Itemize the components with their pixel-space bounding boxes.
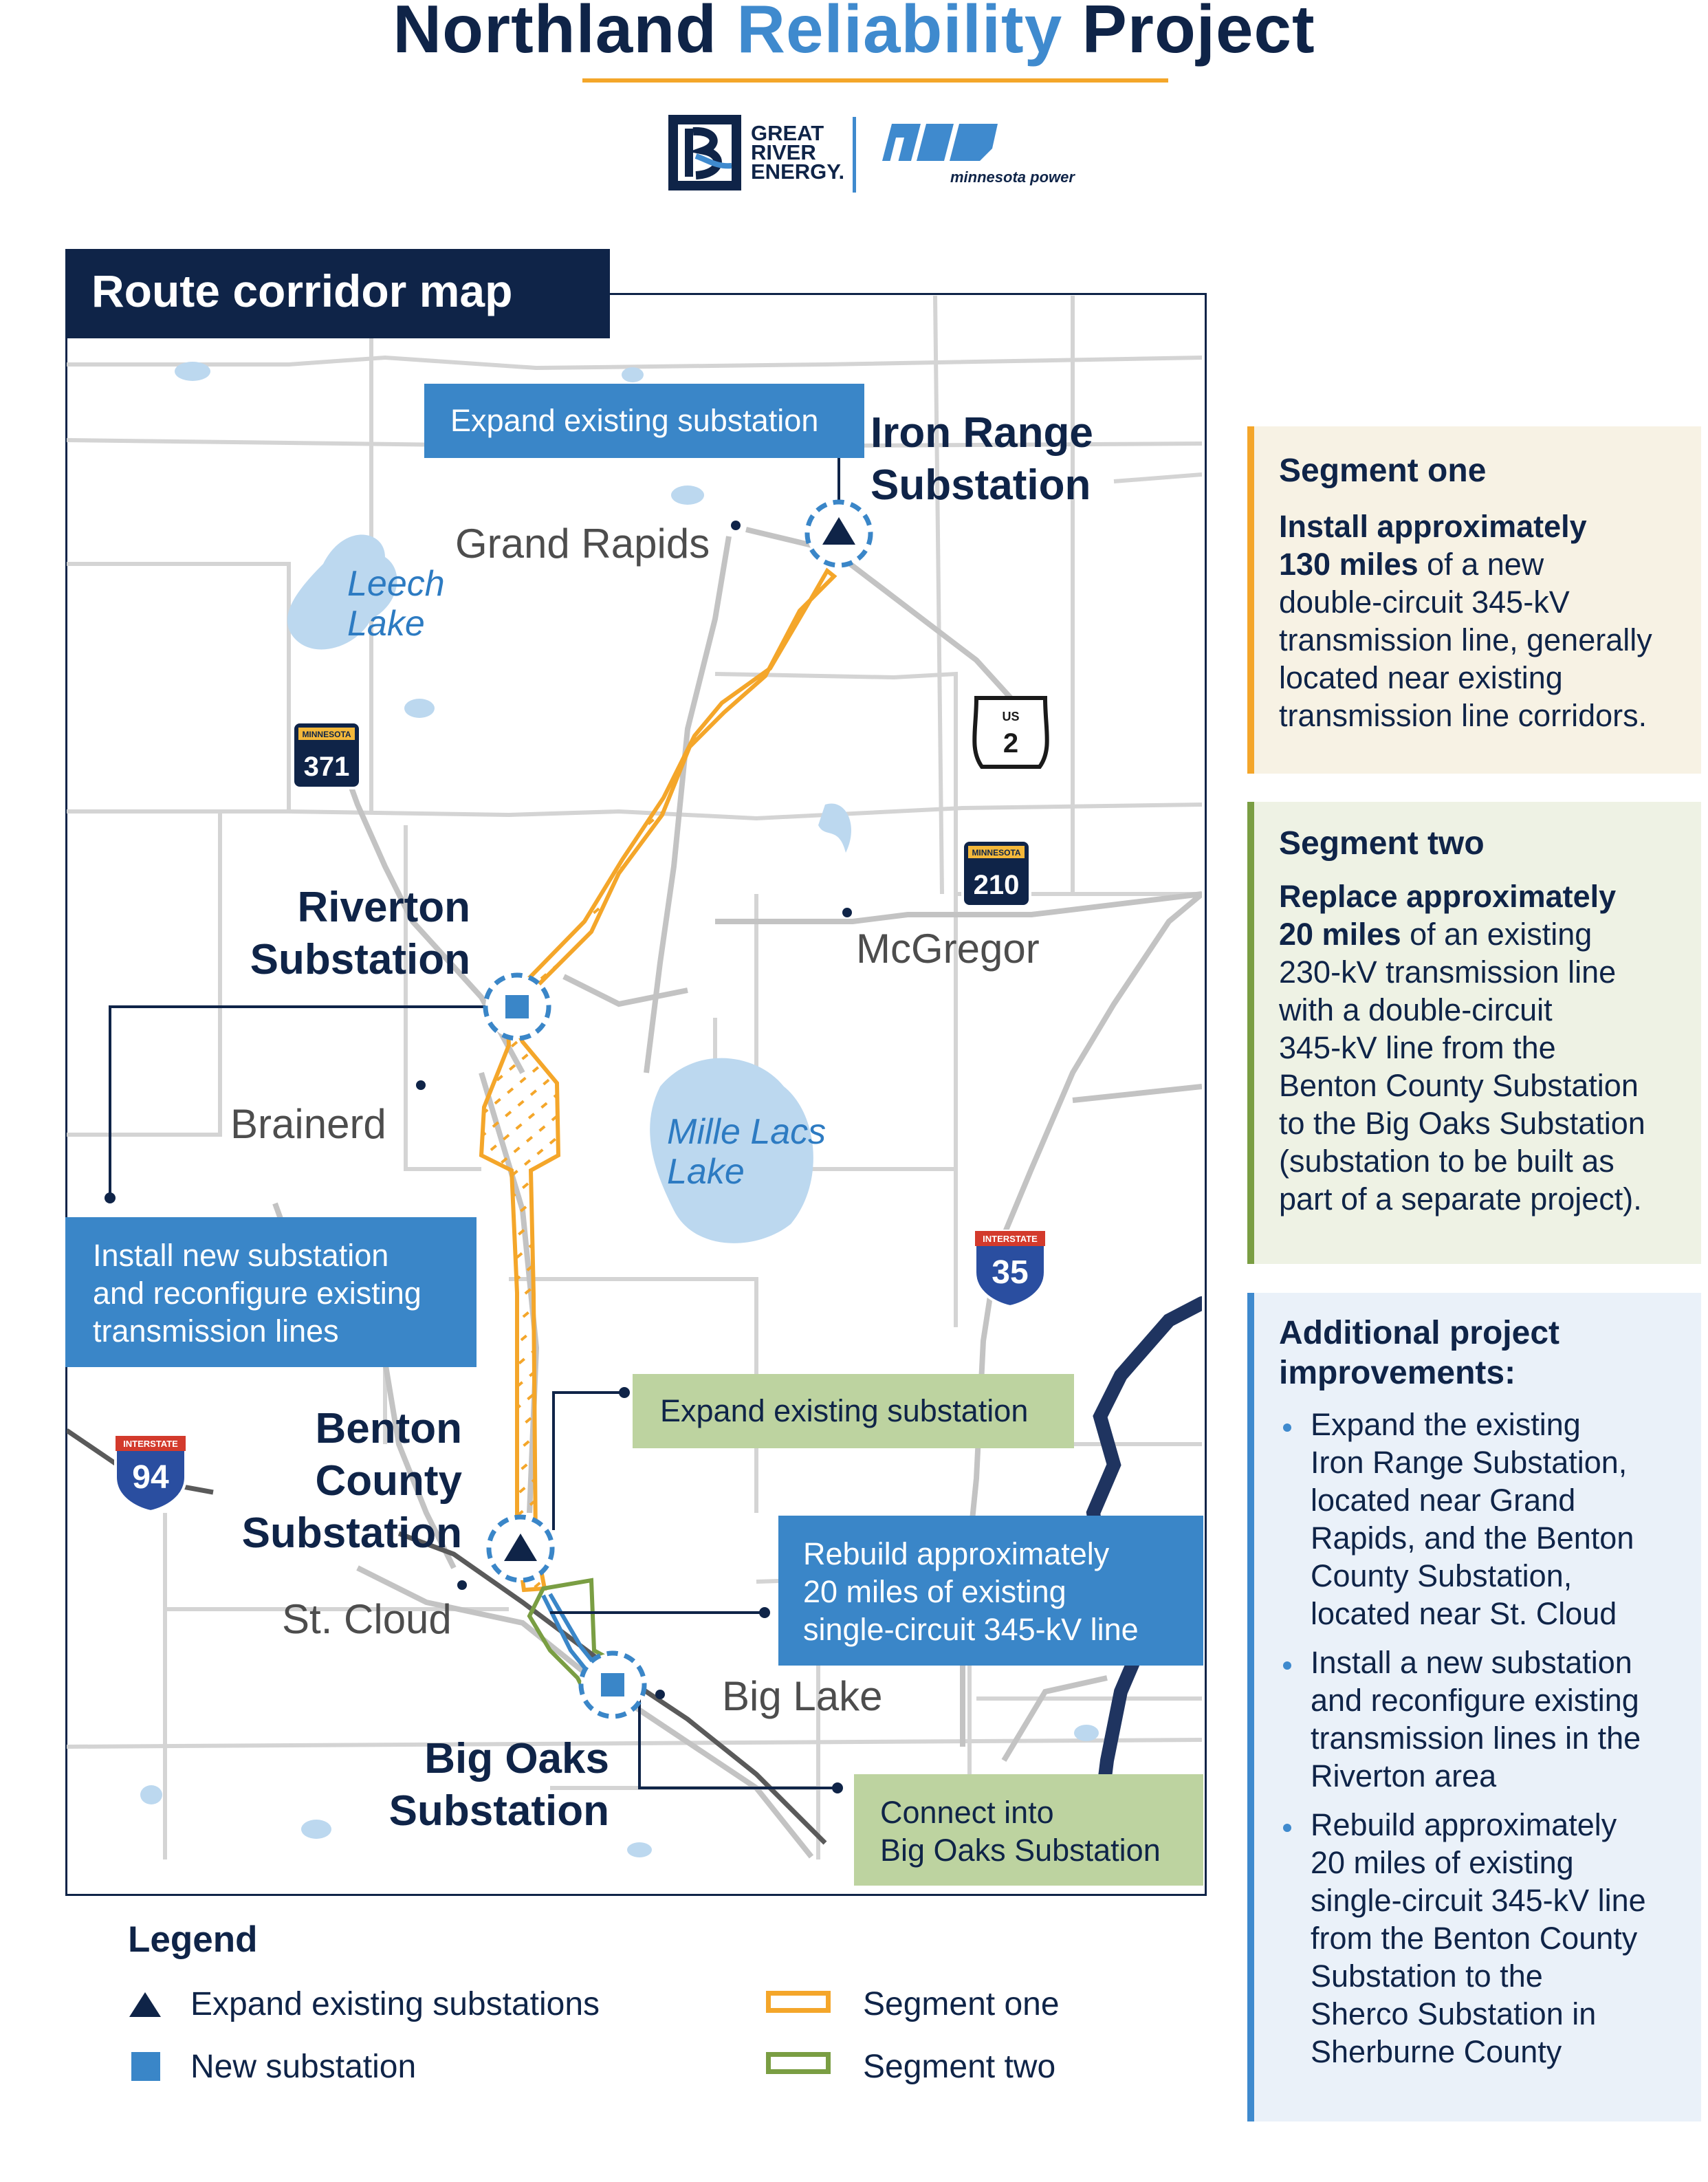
great-river-energy-wordmark: GREAT RIVER ENERGY. bbox=[751, 121, 845, 184]
orange-outline-icon bbox=[766, 1991, 831, 2013]
additional-improvements-panel bbox=[1247, 1293, 1701, 2121]
bullet-item-2: Install a new substation and reconfigure existing transmission lines in the Riverton area bbox=[1311, 1645, 1641, 1793]
green-outline-icon bbox=[766, 2052, 831, 2074]
svg-text:MINNESOTA: MINNESOTA bbox=[972, 848, 1021, 858]
big-oaks-substation-label: Big Oaks Substation bbox=[388, 1735, 609, 1835]
additional-heading: Additional project improvements: bbox=[1279, 1315, 1559, 1391]
page-title: Northland Reliability Project bbox=[393, 0, 1315, 67]
big-oaks-substation-marker bbox=[581, 1653, 644, 1716]
segment-two-description: Replace approximately 20 miles of an existing 230-kV transmission line with a double-circuit 345-kV line from the Benton County Substation to the Big Oaks Substation (substation to be built as part of a separate project). bbox=[1279, 879, 1645, 1217]
legend-title: Legend bbox=[128, 1919, 258, 1960]
callout-expand-iron-range: Expand existing substation bbox=[424, 384, 864, 458]
mn-371-shield bbox=[293, 722, 360, 788]
legend-new-substation: New substation bbox=[190, 2049, 417, 2085]
legend-expand-existing: Expand existing substations bbox=[190, 1986, 600, 2022]
segment-one-description: Install approximately 130 miles of a new double-circuit 345-kV transmission line, generally located near existing transmission line corridors. bbox=[1279, 509, 1652, 733]
bullet-icon bbox=[1283, 1661, 1291, 1670]
triangle-icon bbox=[128, 1991, 162, 2018]
svg-text:371: 371 bbox=[303, 752, 350, 782]
interstate-35-shield bbox=[975, 1231, 1045, 1307]
svg-text:INTERSTATE: INTERSTATE bbox=[983, 1234, 1038, 1244]
city-grand-rapids: Grand Rapids bbox=[455, 521, 710, 567]
city-mcgregor: McGregor bbox=[856, 926, 1040, 972]
iron-range-substation-label: Iron Range Substation bbox=[871, 409, 1093, 509]
city-big-lake: Big Lake bbox=[722, 1673, 883, 1719]
bullet-item-1: Expand the existing Iron Range Substation, located near Grand Rapids, and the Benton County Substation, located near St. Cloud bbox=[1311, 1407, 1634, 1631]
square-icon bbox=[131, 2052, 160, 2081]
benton-county-substation-marker bbox=[489, 1517, 552, 1580]
svg-text:MINNESOTA: MINNESOTA bbox=[302, 730, 351, 739]
svg-text:US: US bbox=[1002, 710, 1020, 723]
legend-segment-two: Segment two bbox=[863, 2049, 1056, 2085]
svg-text:35: 35 bbox=[992, 1254, 1029, 1291]
map-title: Route corridor map bbox=[91, 265, 513, 316]
segment-two-heading: Segment two bbox=[1279, 825, 1485, 862]
legend-segment-one: Segment one bbox=[863, 1986, 1060, 2022]
svg-text:94: 94 bbox=[132, 1459, 169, 1496]
callout-connect-big-oaks: Connect into Big Oaks Substation bbox=[854, 1774, 1203, 1886]
segment-one-heading: Segment one bbox=[1279, 452, 1487, 489]
segment-one-panel bbox=[1247, 426, 1701, 774]
segment-two-panel bbox=[1247, 802, 1701, 1264]
bullet-item-3: Rebuild approximately 20 miles of existing single-circuit 345-kV line from the Benton County Substation to the Sherco Substation in Sherburne County bbox=[1311, 1807, 1646, 2069]
city-st-cloud: St. Cloud bbox=[282, 1596, 452, 1642]
bullet-icon bbox=[1283, 1423, 1291, 1432]
leech-lake-label: Leech Lake bbox=[347, 564, 445, 644]
callout-expand-benton: Expand existing substation bbox=[633, 1374, 1074, 1448]
mn-210-shield bbox=[963, 840, 1030, 906]
iron-range-substation-marker bbox=[807, 502, 871, 565]
riverton-substation-label: Riverton Substation bbox=[250, 884, 470, 983]
interstate-94-shield bbox=[116, 1436, 186, 1512]
city-brainerd: Brainerd bbox=[230, 1101, 386, 1147]
callout-rebuild-line: Rebuild approximately 20 miles of existing single-circuit 345-kV line bbox=[778, 1516, 1203, 1666]
callout-install-riverton: Install new substation and reconfigure existing transmission lines bbox=[65, 1217, 477, 1367]
svg-text:2: 2 bbox=[1003, 728, 1019, 759]
bullet-icon bbox=[1283, 1824, 1291, 1832]
us-2-shield bbox=[974, 698, 1047, 767]
svg-text:INTERSTATE: INTERSTATE bbox=[123, 1439, 178, 1449]
benton-county-substation-label: Benton County Substation bbox=[241, 1405, 462, 1557]
svg-text:210: 210 bbox=[973, 870, 1020, 900]
minnesota-power-wordmark: minnesota power bbox=[950, 168, 1075, 186]
riverton-substation-marker bbox=[485, 975, 549, 1038]
mille-lacs-lake-label: Mille Lacs Lake bbox=[667, 1112, 826, 1192]
